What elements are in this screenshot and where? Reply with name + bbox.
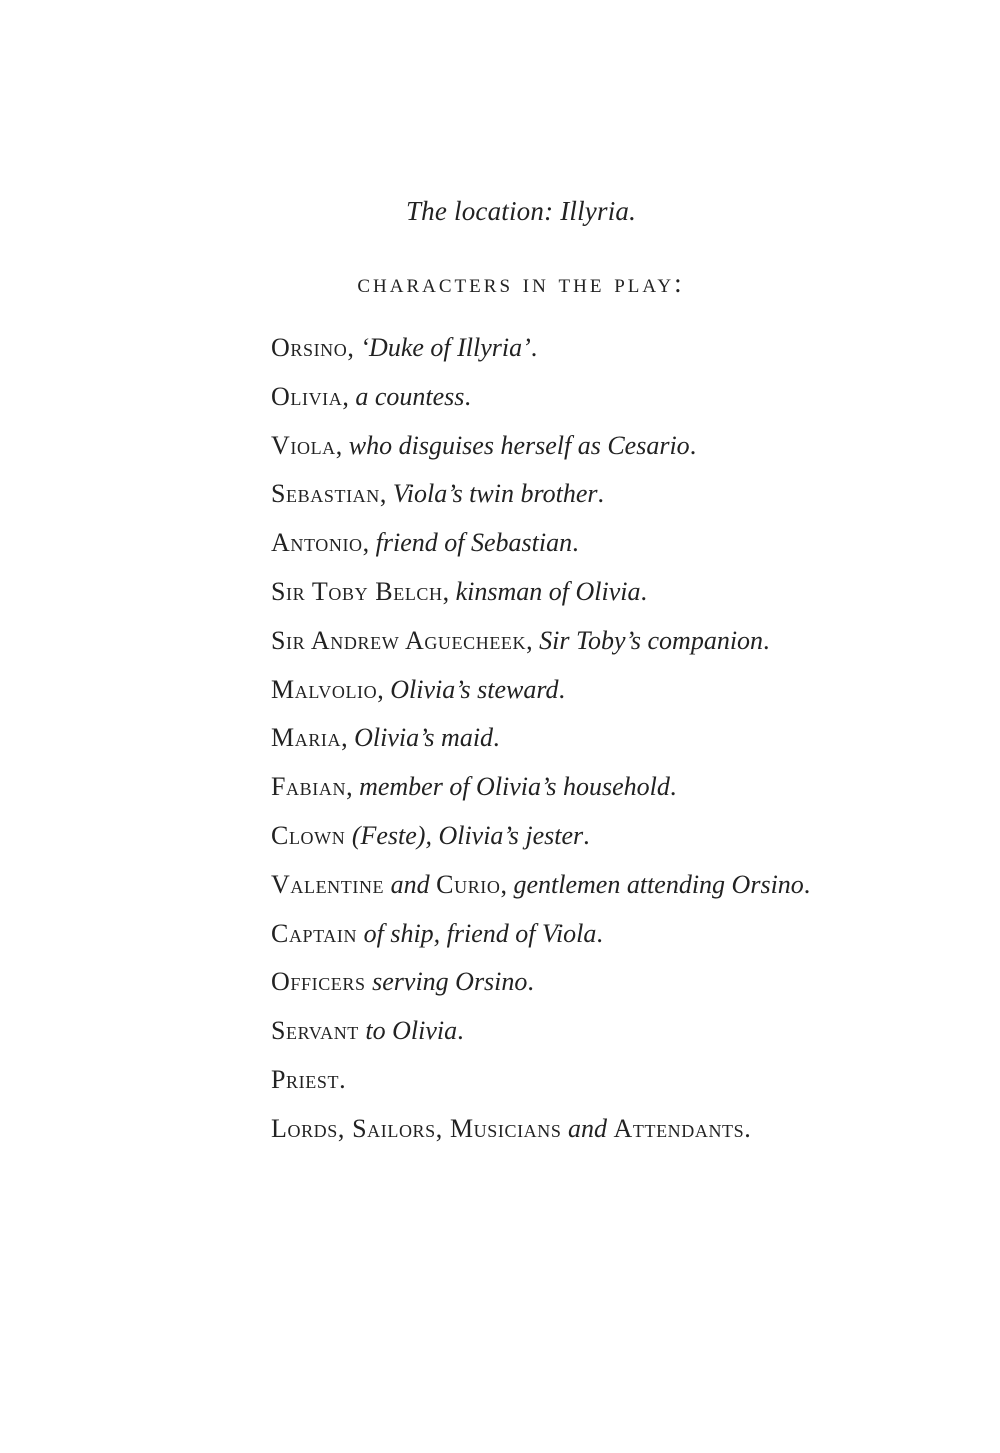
terminal-period: .: [689, 430, 697, 460]
character-entry: [271, 428, 971, 477]
character-description: (Feste), Olivia’s jester: [351, 820, 584, 850]
character-description: Viola’s twin brother: [392, 479, 598, 509]
character-name: Malvolio: [271, 674, 378, 704]
character-entry: [271, 330, 971, 379]
terminal-period: .: [744, 1113, 751, 1143]
terminal-period: .: [493, 723, 500, 753]
character-name: Maria: [271, 723, 342, 753]
terminal-period: .: [763, 625, 770, 655]
character-name: Lords, Sailors, Musicians: [271, 1113, 562, 1143]
character-name: Sir Toby Belch: [271, 576, 443, 606]
character-description: member of Olivia’s household: [359, 772, 670, 802]
character-entry: [271, 1062, 971, 1111]
terminal-period: .: [339, 1064, 346, 1094]
character-name: Valentine: [271, 869, 385, 899]
character-name: Captain: [271, 918, 358, 948]
terminal-period: .: [530, 333, 538, 362]
terminal-period: .: [464, 381, 471, 411]
character-name-secondary: Curio: [436, 869, 501, 899]
separator: ,: [442, 576, 456, 606]
character-list: [271, 330, 971, 1160]
character-entry: [271, 476, 971, 525]
terminal-period: .: [558, 674, 566, 704]
character-entry: [271, 1111, 971, 1160]
terminal-period: .: [803, 869, 811, 899]
character-description: kinsman of Olivia: [455, 576, 641, 606]
conjunction: and: [390, 869, 430, 899]
character-entry: [271, 720, 971, 769]
separator: ,: [377, 674, 391, 704]
separator: ,: [342, 381, 356, 411]
terminal-period: .: [597, 479, 605, 509]
character-name: Servant: [271, 1016, 359, 1046]
character-entry: [271, 525, 971, 574]
character-description: of ship, friend of Viola: [363, 918, 597, 948]
character-description: Olivia’s maid: [354, 723, 494, 753]
terminal-period: .: [583, 820, 590, 850]
character-description: who disguises herself as Cesario: [348, 430, 690, 460]
character-name: Olivia: [271, 381, 343, 411]
character-name: Orsino: [271, 333, 348, 362]
separator: ,: [335, 430, 349, 460]
terminal-period: .: [669, 772, 677, 802]
character-description: serving Orsino: [372, 967, 528, 997]
character-name: Fabian: [271, 772, 347, 802]
character-entry: [271, 964, 971, 1013]
separator: ,: [347, 333, 361, 362]
character-name: Sir Andrew Aguecheek: [271, 625, 527, 655]
character-description: friend of Sebastian: [375, 528, 573, 558]
characters-heading: characters in the play:: [357, 268, 685, 298]
character-name-secondary: Attendants: [613, 1113, 745, 1143]
separator: ,: [379, 479, 393, 509]
location-line: The location: Illyria.: [405, 196, 637, 226]
character-entry: [271, 379, 971, 428]
separator: ,: [346, 772, 360, 802]
character-entry: [271, 672, 971, 721]
character-description: a countess: [355, 381, 465, 411]
character-entry: [271, 769, 971, 818]
terminal-period: .: [640, 576, 647, 606]
character-entry: [271, 623, 971, 672]
terminal-period: .: [527, 967, 534, 997]
terminal-period: .: [457, 1016, 464, 1046]
terminal-period: .: [572, 528, 579, 558]
character-description: Sir Toby’s companion: [539, 625, 764, 655]
character-name: Sebastian: [271, 479, 380, 509]
separator: ,: [362, 528, 376, 558]
character-description: to Olivia: [365, 1016, 458, 1046]
separator: ,: [500, 869, 514, 899]
character-name: Clown: [271, 820, 346, 850]
character-name: Viola: [271, 430, 336, 460]
separator: ,: [526, 625, 540, 655]
character-description: Olivia’s steward: [390, 674, 559, 704]
separator: ,: [341, 723, 355, 753]
character-name: Priest: [271, 1064, 340, 1094]
character-name: Antonio: [271, 528, 363, 558]
character-entry: [271, 867, 971, 916]
character-description: gentlemen attending Orsino: [513, 869, 804, 899]
terminal-period: .: [596, 918, 603, 948]
character-description: ‘Duke of Illyria’: [360, 333, 531, 362]
character-entry: [271, 574, 971, 623]
character-entry: [271, 916, 971, 965]
conjunction: and: [568, 1113, 607, 1143]
character-entry: [271, 1013, 971, 1062]
character-entry: [271, 818, 971, 867]
character-name: Officers: [271, 967, 366, 997]
